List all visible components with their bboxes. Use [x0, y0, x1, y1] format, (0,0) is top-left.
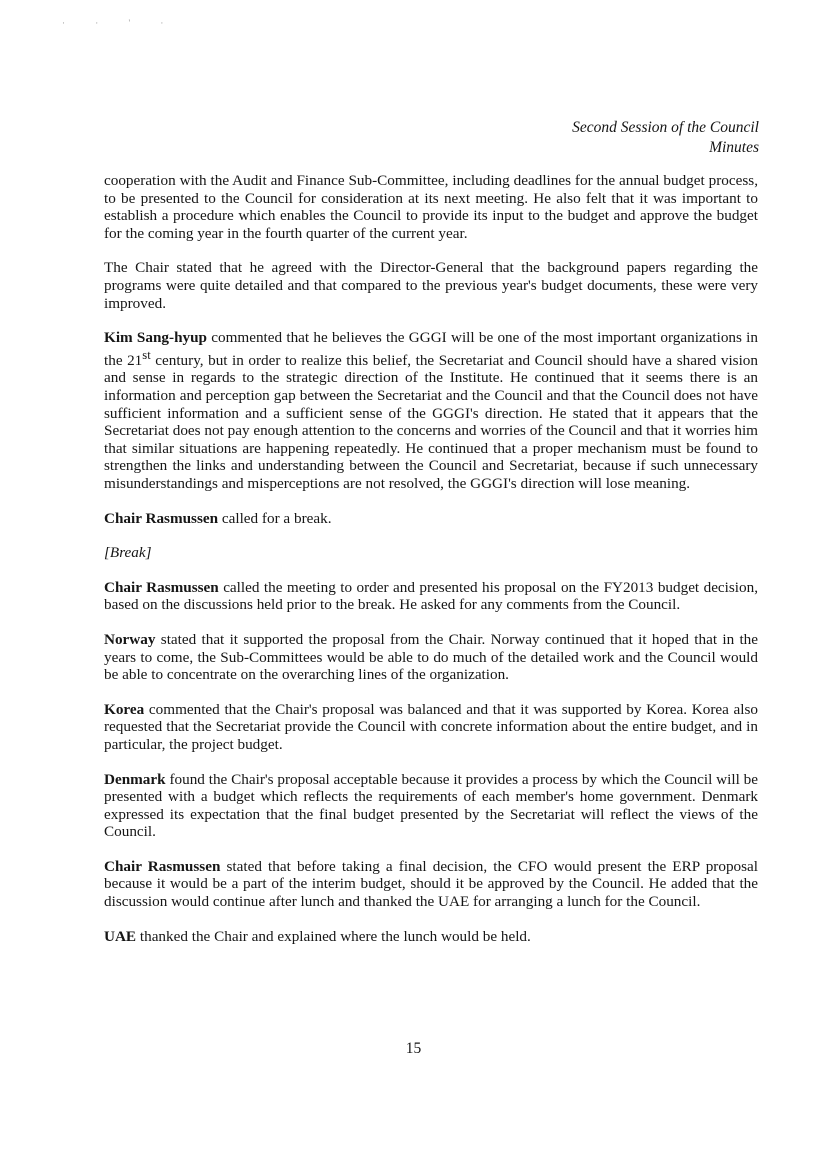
paragraph-chair-erp — [104, 858, 758, 911]
paragraph-norway — [104, 631, 758, 684]
paragraph-text: stated that before taking a final decision, the CFO would present the ERP proposal because it would be a part of the interim budget, should it be approved by the Council. He added that the discussion would continue after lunch and thanked the UAE for arranging a lunch for the Council. — [104, 857, 759, 911]
paragraph-kim-sang-hyup — [104, 329, 758, 492]
scan-artifact: · · ' · — [62, 18, 178, 28]
paragraph-uae — [104, 928, 758, 946]
paragraph-denmark — [104, 771, 758, 841]
paragraph-text: commented that he believes the GGGI will be one of the most important organizations in the 21 — [104, 329, 758, 369]
paragraph-text: thanked the Chair and explained where the lunch would be held. — [139, 927, 531, 945]
paragraph-text: stated that it supported the proposal from the Chair. Norway continued that it hoped that in the years to come, the Sub-Committees would be able to do much of the detailed work and the Council would be able to concentrate on the overarching lines of the organization. — [104, 630, 759, 684]
paragraph-text-continued: century, but in order to realize this belief, the Secretariat and Council should have a shared vision and sense in regards to the strategic direction of the Institute. He continued that it seems there is an information and perception gap between the Secretariat and the Council and that the Council does not have sufficient information and a sufficient sense of the GGGI's direction. He stated that it appears that the Secretariat does not pay enough attention to the concerns and worries of the Council and that it worries him that similar situations are happening repeatedly. He continued that a proper mechanism must be found to strengthen the links and understanding between the Council and Secretariat, because if such unnecessary misunderstandings and misperceptions are not resolved, the GGGI's direction will lose meaning. — [104, 351, 758, 492]
running-header — [572, 118, 759, 158]
paragraph-korea — [104, 701, 758, 754]
paragraph-text: called the meeting to order and presented his proposal on the FY2013 budget decision, based on the discussions held prior to the break. He asked for any comments from the Council. — [104, 578, 759, 614]
speaker-name: Chair Rasmussen — [104, 857, 221, 875]
paragraph-chair-break — [104, 510, 758, 528]
header-session-title: Second Session of the Council — [572, 119, 759, 136]
speaker-name: Chair Rasmussen — [104, 578, 219, 596]
paragraph-budget-process — [104, 172, 758, 242]
paragraph-text: [Break] — [104, 544, 152, 562]
speaker-name: Chair Rasmussen — [104, 509, 219, 527]
minutes-body — [104, 172, 758, 962]
paragraph-text: The Chair stated that he agreed with the Director-General that the background papers regarding the programs were quite detailed and that compared to the previous year's budget documents, these were very improved. — [104, 259, 758, 312]
header-minutes-label: Minutes — [709, 139, 759, 156]
ordinal-suffix: st — [142, 347, 151, 362]
paragraph-text: called for a break. — [221, 509, 332, 527]
paragraph-text: found the Chair's proposal acceptable because it provides a process by which the Council will be presented with a budget which reflects the requirements of each member's home government. Denmark expressed its expectation that the final budget presented by the Secretariat will reflect the views of the Council. — [104, 770, 758, 841]
page-number: 15 — [405, 1040, 422, 1057]
speaker-name: UAE — [104, 927, 137, 945]
paragraph-chair-background-papers — [104, 259, 758, 312]
speaker-name: Norway — [104, 630, 156, 648]
speaker-name: Korea — [104, 700, 145, 718]
paragraph-text: cooperation with the Audit and Finance Sub-Committee, including deadlines for the annual budget process, to be presented to the Council for consideration at its next meeting. He also felt that it was important to establish a procedure which enables the Council to provide its input to the budget and approve the budget for the coming year in the fourth quarter of the current year. — [104, 172, 758, 242]
paragraph-text: commented that the Chair's proposal was balanced and that it was supported by Korea. Korea also requested that the Secretariat provide the Council with concrete information about the entire budget, and in particular, the project budget. — [104, 700, 759, 753]
paragraph-chair-proposal — [104, 579, 758, 614]
break-note — [104, 544, 758, 562]
speaker-name: Denmark — [104, 770, 166, 788]
speaker-name: Kim Sang-hyup — [104, 329, 208, 347]
